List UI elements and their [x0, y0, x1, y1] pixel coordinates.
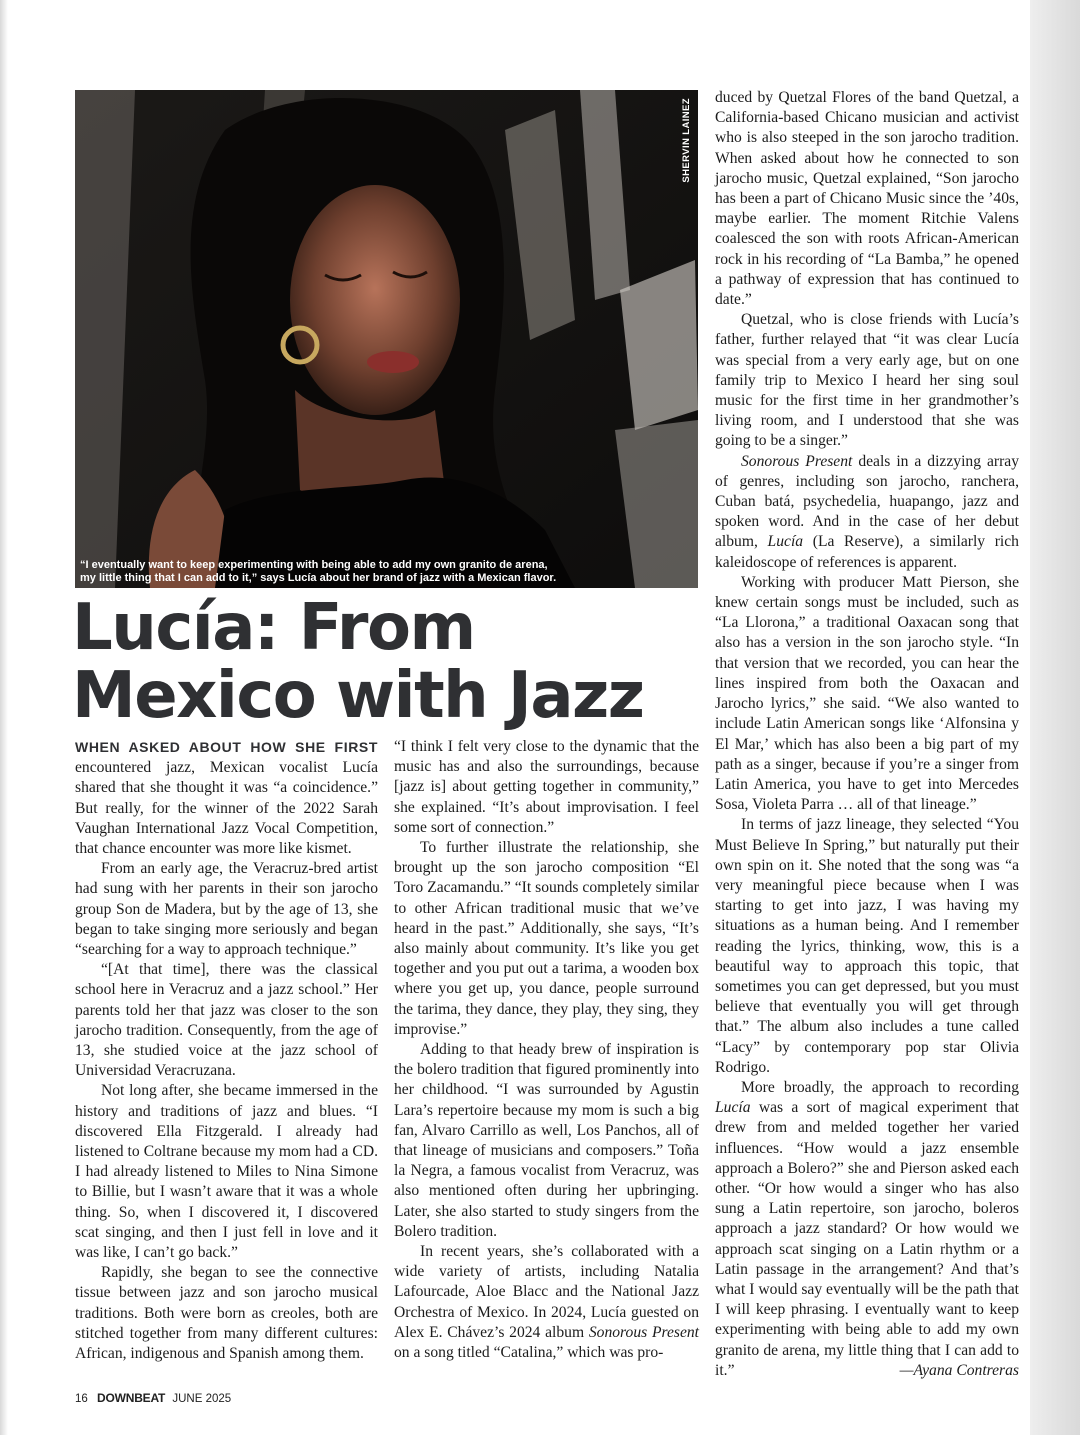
- magazine-brand: DOWNBEAT: [97, 1391, 166, 1405]
- caption-line: my little thing that I can add to it,” says Lucía about her brand of jazz with a Mexican flavor.: [80, 571, 557, 584]
- caption-line: “I eventually want to keep experimenting with being able to add my own granito de arena,: [80, 559, 548, 571]
- page-footer: [75, 1391, 231, 1405]
- page-gutter-left: [0, 0, 8, 1435]
- page-gutter-right: [1030, 0, 1080, 1435]
- paragraph: Working with producer Matt Pierson, she knew certain songs must be included, such as “La Llorona,” a traditional Oaxacan song that also has a version in the son jarocho style. “In that version that we recorded, you can hear the lines inspired from both the Oaxacan and Jarocho lyrics,” she said. “We also wanted to include Latin American songs like ‘Alfonsina y El Mar,’ which has also been a big part of my path as a singer, because if you’re a singer from Latin America, you have to get into Mercedes Sosa, Violeta Parra … all of that lineage.”: [715, 573, 1019, 814]
- photo-caption: [80, 559, 692, 584]
- album-title: Sonorous Present: [741, 452, 853, 470]
- author-signature: —Ayana Contreras: [899, 1361, 1019, 1379]
- album-title: Sonorous Present: [588, 1323, 699, 1341]
- paragraph: From an early age, the Veracruz-bred artist had sung with her parents in their son jarocho group Son de Madera, but by the age of 13, she began to take singing more seriously and began “searching for a way to approach technique.”: [75, 860, 378, 959]
- headline-line-2: Mexico with Jazz: [72, 659, 644, 733]
- paragraph: In terms of jazz lineage, they selected “You Must Believe In Spring,” but naturally put their own spin on it. She noted that the song was “a very meaningful piece because when I was starting to get into jazz, I was having my situations as a human being. And I remember reading the lyrics, thinking, wow, this is a beautiful way to approach this topic, that sometimes you can get depressed, but you must believe that eventually you will get through that.” The album also includes a tune called “Lacy” by contemporary pop star Olivia Rodrigo.: [715, 816, 1019, 1076]
- paragraph: “[At that time], there was the classical school here in Veracruz and a jazz school.” Her parents told her that jazz was closer to the son jarocho tradition. Consequently, from the age of 13, she studied voice at the jazz school of Universidad Veracruzana.: [75, 961, 378, 1080]
- paragraph: Quetzal, who is close friends with Lucía’s father, further relayed that “it was clear Lucía was special from a very early age, but on one family trip to Mexico I heard her sing soul music for the first time in her grandmother’s living room, and I understood that she was going to be a singer.”: [715, 311, 1019, 450]
- photo-credit: SHERVIN LAINEZ: [681, 98, 692, 183]
- article-headline: [72, 591, 702, 733]
- album-title: Lucía: [715, 1099, 751, 1117]
- paragraph: Rapidly, she began to see the connective tissue between jazz and son jarocho musical traditions. Both were born as creoles, both are stitched together from many different cultures: African, indigenous and Spanish among them.: [75, 1264, 378, 1363]
- paragraph: To further illustrate the relationship, she brought up the son jarocho composition “El Toro Zacamandu.” “It sounds completely similar to other African traditional music that we’ve heard in the past.” Additionally, she says, “It’s also mainly about community. It’s like you get together and you put out a tarima, a wooden box where you get up, you dance, people surround the tarima, they dance, they play, they sing, they improvise.”: [394, 839, 699, 1038]
- paragraph: “I think I felt very close to the dynamic that the music has and also the surroundings, because [jazz is] about getting together in community,” she explained. “It’s about improvisation. I feel some sort of connection.”: [394, 738, 699, 836]
- album-title: Lucía: [767, 533, 804, 551]
- page-number: 16: [75, 1393, 88, 1405]
- issue-date: JUNE 2025: [172, 1393, 232, 1405]
- paragraph: Sonorous Present deals in a dizzying array of genres, including son jarocho, ranchera, Cuban batá, psychedelia, huapango, jazz and spoken word. And in the case of her debut album, Lucía (La Reserve), a similarly rich kaleidoscope of references is apparent.: [715, 452, 1019, 571]
- paragraph: Not long after, she became immersed in the history and traditions of jazz and blues. “I discovered Ella Fitzgerald. I already had listened to Coltrane because my mom had a CD. I had already listened to Miles to Nina Simone to Billie, but I wasn’t aware that it was a whole thing. So, when I discovered it, I discovered scat singing, and then I just fell in love and it was like, I can’t go back.”: [75, 1082, 378, 1262]
- article-column-1: [75, 737, 378, 1364]
- headline-line-1: Lucía: From: [72, 591, 475, 665]
- paragraph: In recent years, she’s collaborated with a wide variety of artists, including Natalia Lafourcade, Aloe Blacc and the National Jazz Orchestra of Mexico. In 2024, Lucía guested on Alex E. Chávez’s 2024 album Sonorous Present on a song titled “Catalina,” which was pro-: [394, 1243, 699, 1362]
- paragraph: More broadly, the approach to recording Lucía was a sort of magical experiment that drew from and melded together her varied influences. “How would a jazz ensemble approach a Bolero?” she and Pierson asked each other. “Or how would a singer who has also sung a Latin repertoire, son jarocho, boleros approach a jazz standard? Or how would we approach scat singing on a Latin rhythm or a Latin passage in the arrangement? And that’s what I would say eventually will be the path that I will keep phrasing. I eventually want to keep experimenting with being able to add my own granito de arena, my little thing that I can add to it.” —Ayana Contreras: [715, 1078, 1019, 1381]
- paragraph: duced by Quetzal Flores of the band Quetzal, a California-based Chicano musician and activist who is also steeped in the son jarocho tradition. When asked about how he connected to son jarocho music, Quetzal explained, “Son jarocho has been a part of Chicano Music since the ’40s, maybe earlier. The moment Ritchie Valens coalesced the son with roots African-American rock in his recording of “La Bamba,” he opened a pathway of expression that has continued to date.”: [715, 89, 1019, 309]
- article-column-2: [394, 737, 699, 1363]
- paragraph: WHEN ASKED ABOUT HOW SHE FIRST encountered jazz, Mexican vocalist Lucía shared that she thought it was “a coincidence.” But really, for the winner of the 2022 Sarah Vaughan International Jazz Vocal Competition, that chance encounter was more like kismet.: [75, 739, 378, 858]
- portrait-illustration: [75, 90, 698, 588]
- article-column-3: [715, 88, 1019, 1381]
- article-photo: [75, 90, 698, 588]
- lead-in-caps: WHEN ASKED ABOUT HOW SHE FIRST: [75, 739, 378, 755]
- paragraph: Adding to that heady brew of inspiration is the bolero tradition that figured prominently into her childhood. “I was surrounded by Agustin Lara’s repertoire because my mom is such a big fan, Alvaro Carrillo as well, Los Panchos, all of that lineage of musicians and composers.” Toña la Negra, a famous vocalist from Veracruz, was also mentioned often during her upbringing. Later, she also started to study singers from the Bolero tradition.: [394, 1041, 699, 1240]
